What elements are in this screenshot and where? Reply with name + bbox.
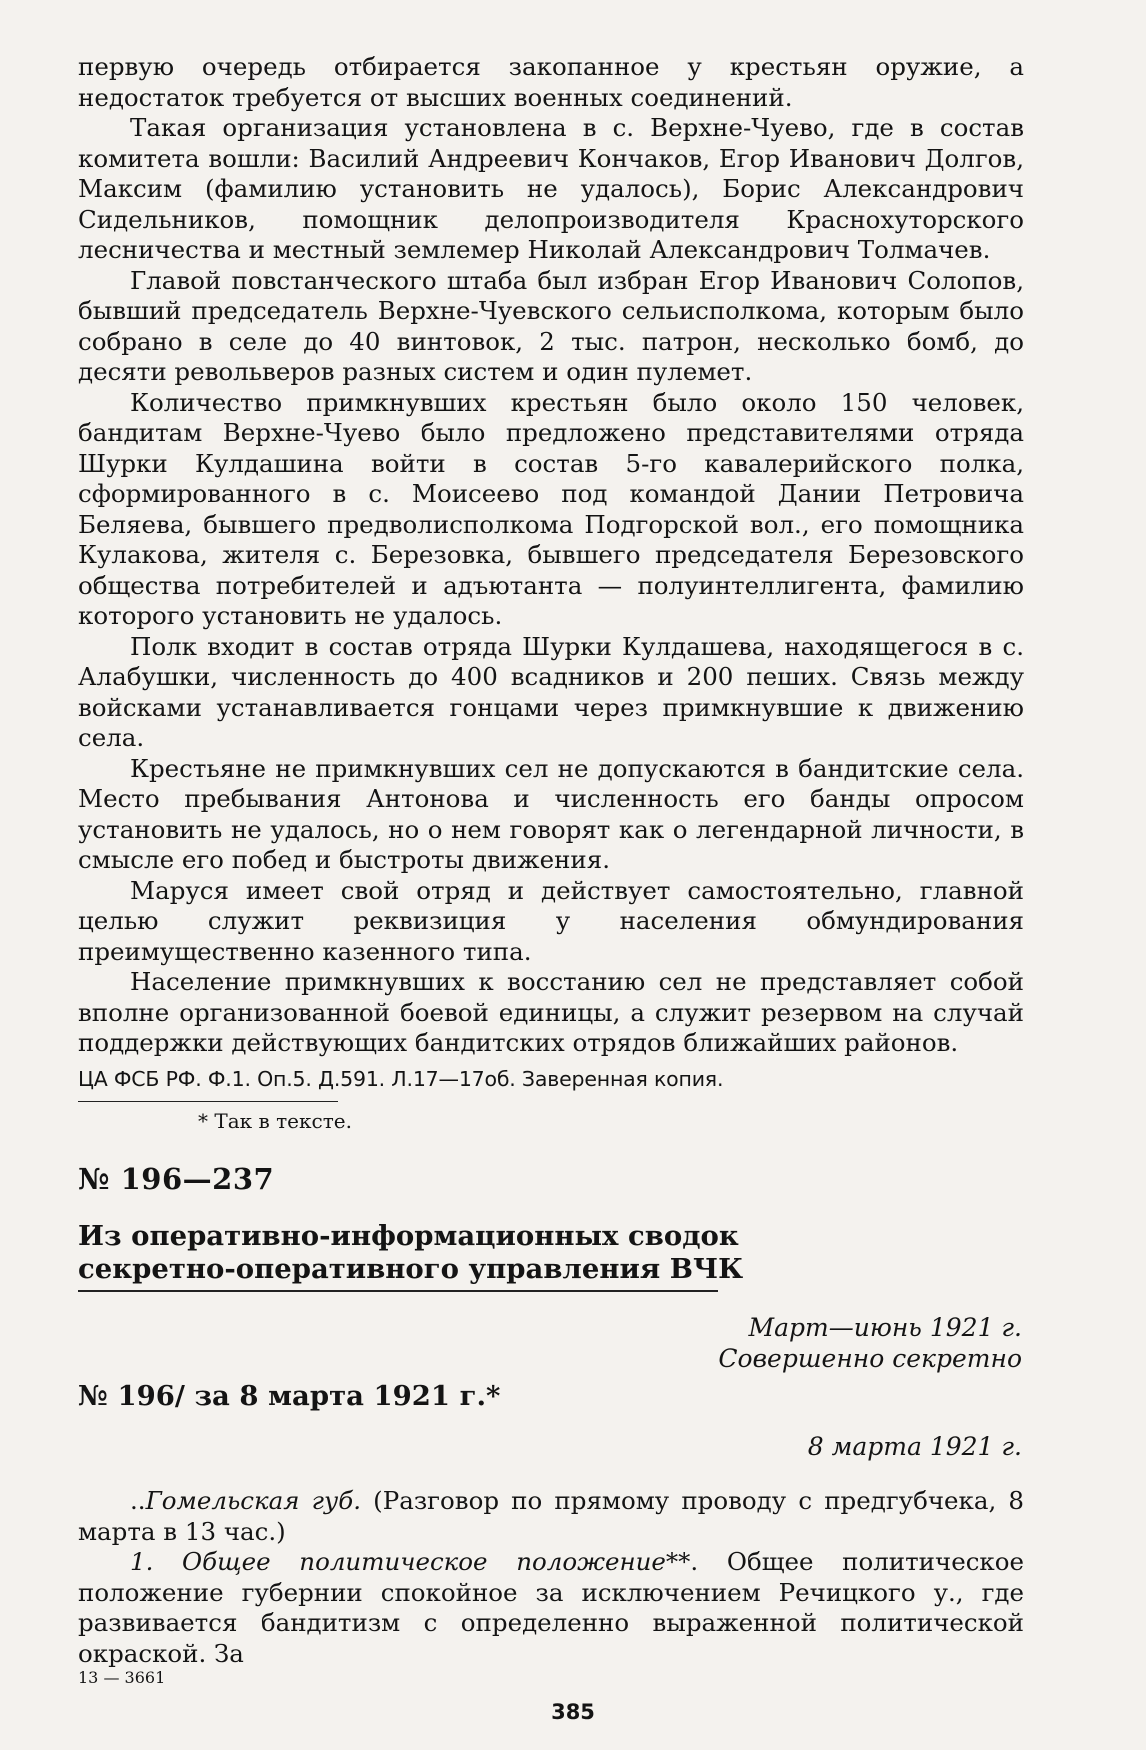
paragraph-4: Количество примкнувших крестьян было около 150 человек, бандитам Верхне-Чуево было предложено представителями отряда Шурки Кулдашина войти в состав 5-го кавалерийского полка, сформированного в с. Моисеево под командой Дании Петровича Беляева, бывшего предволисполкома Подгорской вол., его помощника Кулакова, жителя с. Березовка, бывшего председателя Березовского общества потребителей и адъютанта — полуинтеллигента, фамилию которого установить не удалось. (78, 387, 1024, 630)
section-text: . Общее политическое положение губернии спокойное за исключением Речицкого у., где развивается бандитизм с определенно выраженной политической окраской. За (78, 1547, 1024, 1668)
paragraph-5: Полк входит в состав отряда Шурки Кулдашева, находящегося в с. Алабушки, численность до 400 всадников и 200 пеших. Связь между войсками устанавливается гонцами через примкнувшие к движению села. (78, 631, 1024, 752)
document-title-line-1: Из оперативно-информационных сводок (78, 1220, 739, 1252)
date-range: Март—июнь 1921 г. (748, 1313, 1022, 1342)
archive-source: ЦА ФСБ РФ. Ф.1. Оп.5. Д.591. Л.17—17об. Заверенная копия. (78, 1066, 724, 1091)
main-text-column (78, 52, 1024, 1134)
paragraph-8: Население примкнувших к восстанию сел не представляет собой вполне организованной боевой единицы, а служит резервом на случай поддержки действующих бандитских отрядов ближайших районов. (78, 967, 1024, 1057)
report-prefix: .. (130, 1486, 146, 1515)
report-text (78, 1486, 1024, 1669)
paragraph-2: Такая организация установлена в с. Верхне-Чуево, где в состав комитета вошли: Василий Андреевич Кончаков, Егор Иванович Долгов, Максим (фамилию установить не удалось), Борис Александрович Сидельников, помощник делопроизводителя Краснохуторского лесничества и местный землемер Николай Александрович Толмачев. (78, 113, 1024, 264)
title-underline (78, 1290, 718, 1292)
classification: Совершенно секретно (718, 1344, 1022, 1373)
paragraph-6: Крестьяне не примкнувших сел не допускаются в бандитские села. Место пребывания Антонова и численность его банды опросом установить не удалось, но о нем говорят как о легендарной личности, в смысле его побед и быстроты движения. (78, 753, 1024, 874)
section-marker: ** (665, 1547, 691, 1576)
report-region: Гомельская губ. (145, 1486, 361, 1515)
report-line-1-rest: (Разговор по прямому проводу с предгубчека, 8 марта в 13 час.) (78, 1486, 1024, 1546)
document-title-line-2: секретно-оперативного управления ВЧК (78, 1253, 744, 1285)
document-number: № 196—237 (78, 1162, 275, 1196)
footnote-rule (78, 1101, 338, 1102)
sub-document-number: № 196/ за 8 марта 1921 г.* (78, 1380, 501, 1412)
footnote: * Так в тексте. (198, 1108, 352, 1133)
paragraph-3: Главой повстанческого штаба был избран Егор Иванович Солопов, бывший председатель Верхне-Чуевского сельисполкома, которым было собрано в селе до 40 винтовок, 2 тыс. патрон, несколько бомб, до десяти револьверов разных систем и один пулемет. (78, 265, 1024, 386)
page-number: 385 (551, 1700, 595, 1724)
print-signature: 13 — 3661 (78, 1668, 166, 1687)
document-title (78, 1220, 778, 1292)
report-line-1 (78, 1486, 1024, 1547)
report-section (78, 1547, 1024, 1669)
section-title: 1. Общее политическое положение (130, 1547, 666, 1576)
paragraph-7: Маруся имеет свой отряд и действует самостоятельно, главной целью служит реквизиция у населения обмундирования преимущественно казенного типа. (78, 875, 1024, 966)
document-dates (718, 1312, 1022, 1374)
paragraph-1: первую очередь отбирается закопанное у крестьян оружие, а недостаток требуется от высших военных соединений. (78, 52, 1024, 112)
sub-document-date: 8 марта 1921 г. (807, 1432, 1022, 1461)
